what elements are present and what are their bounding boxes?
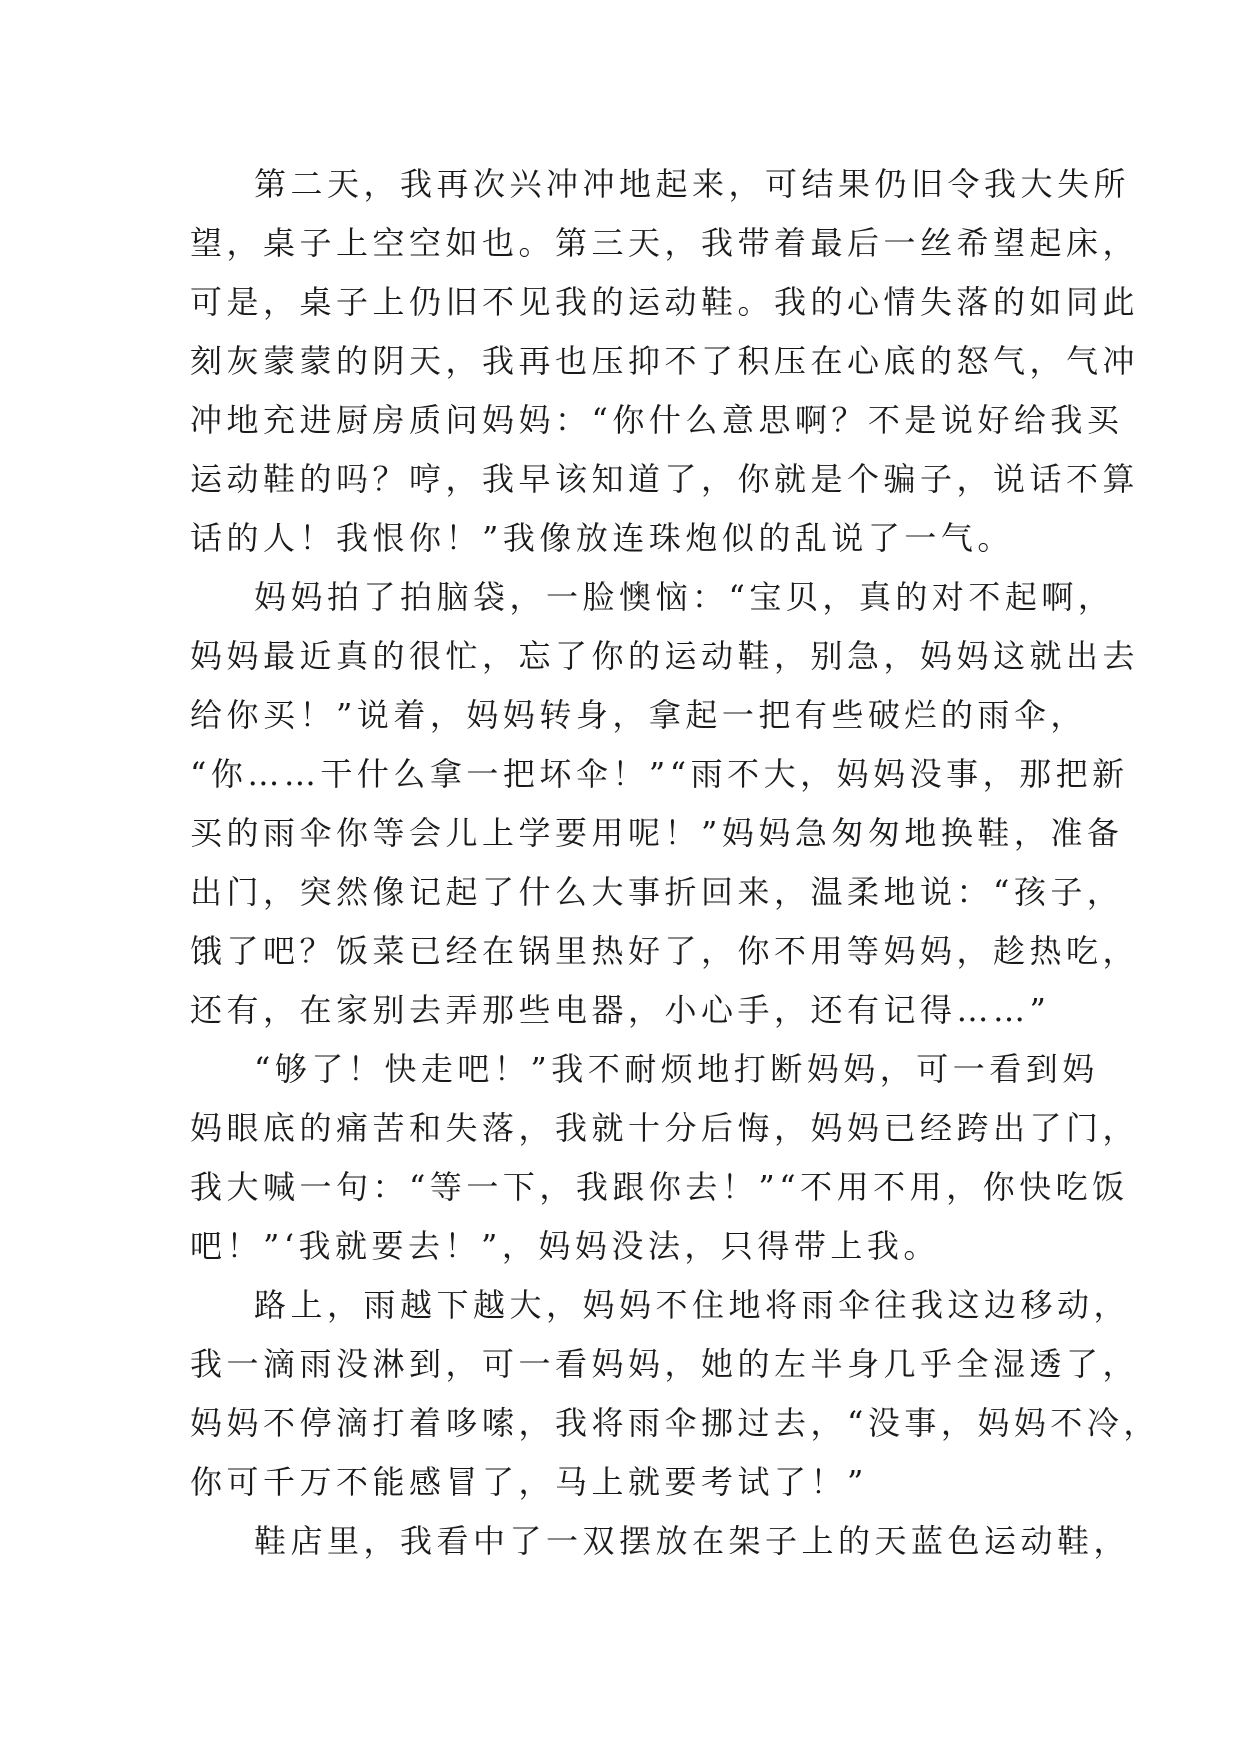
text-line: 可是，桌子上仍旧不见我的运动鞋。我的心情失落的如同此 [190,283,1140,321]
text-line: 运动鞋的吗？哼，我早该知道了，你就是个骗子，说话不算 [190,460,1140,498]
paragraph-5 [190,1512,1131,1571]
text-body [190,155,1160,1571]
paragraph-1 [190,155,1140,568]
text-line: 买的雨伞你等会儿上学要用呢！”妈妈急匆匆地换鞋，准备 [190,814,1124,852]
text-line: 望，桌子上空空如也。第三天，我带着最后一丝希望起床， [190,224,1140,262]
text-line: “你……干什么拿一把坏伞！”“雨不大，妈妈没事，那把新 [190,755,1129,793]
text-line: 吧！”‘我就要去！”，妈妈没法，只得带上我。 [190,1227,940,1265]
text-line: 妈妈拍了拍脑袋，一脸懊恼：“宝贝，真的对不起啊， [254,578,1115,616]
text-line: 妈妈最近真的很忙，忘了你的运动鞋，别急，妈妈这就出去 [190,637,1140,675]
text-line: 话的人！我恨你！”我像放连珠炮似的乱说了一气。 [190,519,1014,557]
text-line: 第二天，我再次兴冲冲地起来，可结果仍旧令我大失所 [254,165,1131,203]
text-line: 妈眼底的痛苦和失落，我就十分后悔，妈妈已经跨出了门， [190,1109,1140,1147]
text-line: 饿了吧？饭菜已经在锅里热好了，你不用等妈妈，趁热吃， [190,932,1140,970]
paragraph-2 [190,568,1140,1040]
text-line: 出门，突然像记起了什么大事折回来，温柔地说：“孩子， [190,873,1124,911]
text-line: 我一滴雨没淋到，可一看妈妈，她的左半身几乎全湿透了， [190,1345,1140,1383]
text-line: 鞋店里，我看中了一双摆放在架子上的天蓝色运动鞋， [254,1522,1131,1560]
text-line: 路上，雨越下越大，妈妈不住地将雨伞往我这边移动， [254,1286,1131,1324]
text-line: 还有，在家别去弄那些电器，小心手，还有记得……” [190,991,1051,1029]
text-line: 我大喊一句：“等一下，我跟你去！”“不用不用，你快吃饭 [190,1168,1129,1206]
text-line: “够了！快走吧！”我不耐烦地打断妈妈，可一看到妈 [254,1050,1099,1088]
paragraph-3 [190,1040,1140,1276]
text-line: 冲地充进厨房质问妈妈：“你什么意思啊？不是说好给我买 [190,401,1124,439]
paragraph-4 [190,1276,1160,1512]
text-line: 给你买！”说着，妈妈转身，拿起一把有些破烂的雨伞， [190,696,1087,734]
text-line: 刻灰蒙蒙的阴天，我再也压抑不了积压在心底的怒气，气冲 [190,342,1140,380]
text-line: 妈妈不停滴打着哆嗦，我将雨伞挪过去，“没事，妈妈不冷， [190,1404,1160,1442]
text-line: 你可千万不能感冒了，马上就要考试了！” [190,1463,868,1501]
